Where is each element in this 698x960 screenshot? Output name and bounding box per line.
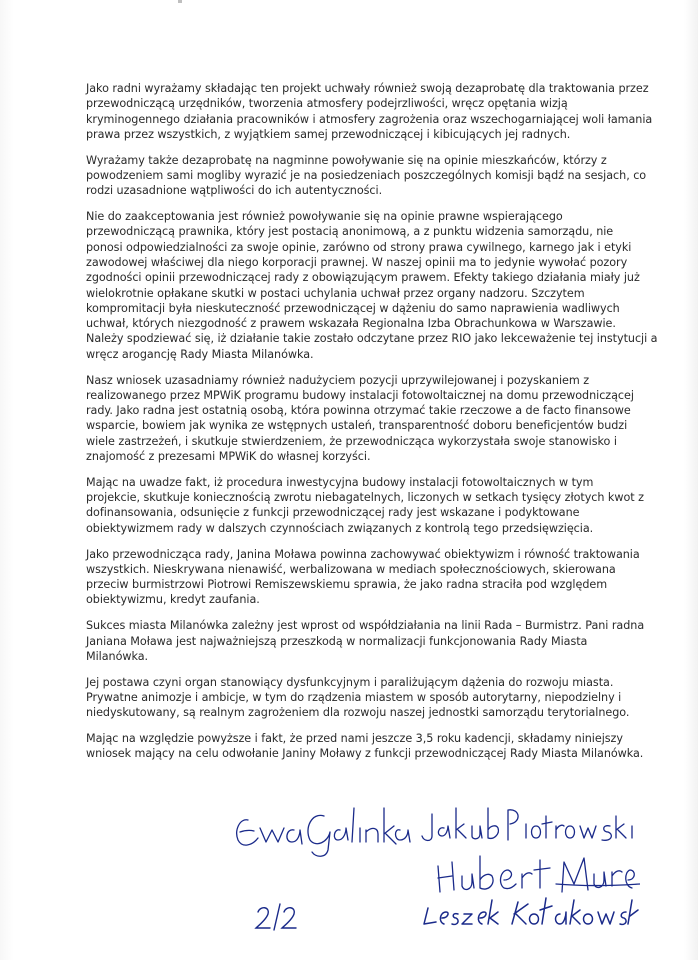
text-line: projekcie, skutkuje koniecznością zwrotu niebagatelnych, liczonych w setkach tysięcy złotych kwot z [86,491,644,505]
text-line: Sukces miasta Milanówka zależny jest wprost od współdziałania na linii Rada – Burmistrz. Pani radna [86,619,645,633]
paragraph-4 [86,373,634,465]
text-line: przewodniczącą urzędników, tworzenia atmosfery podejrzliwości, wręcz opętania wizją [86,97,568,111]
text-line: Jej postawa czyni organ stanowiący dysfunkcyjnym i paraliżującym dążenia do rozwoju miasta. [86,675,614,689]
text-line: kompromitacji była nieskuteczność przewodniczącej w dążeniu do samo naprawienia wadliwych [86,301,620,315]
text-line: ponosi odpowiedzialności za swoje opinie, zarówno od strony prawa cywilnego, karnego jak i etyki [86,240,632,254]
text-line: Mając na uwadze fakt, iż procedura inwestycyjna budowy instalacji fotowoltaicznych w tym [86,475,594,489]
scan-mark [178,0,182,3]
text-line: Milanówka. [86,649,149,663]
text-line: zawodowej właściwej dla niego korporacji prawnej. W naszej opinii ma to jedynie wywołać pozory [86,255,628,269]
paragraph-5 [86,475,644,536]
text-line: Mając na względzie powyższe i fakt, że przed nami jeszcze 3,5 roku kadencji, składamy niniejszy [86,731,623,745]
signature-ewa-galinska [237,808,410,856]
text-line: wszystkich. Nieskrywana nienawiść, werbalizowana w mediach społecznościowych, skierowana [86,562,616,576]
text-line: uchwał, których niezgodność z prawem wskazała Regionalna Izba Obrachunkowa w Warszawie. [86,317,616,331]
text-line: wniosek mający na celu odwołanie Janiny Moławy z funkcji przewodniczącej Rady Miasta Milanówka. [86,747,644,761]
text-line: dofinansowania, odsunięcie z funkcji przewodniczącej rady jest wskazane i podyktowane [86,506,580,520]
document-body [86,81,658,772]
text-line: wsparcie, bowiem jak wynika ze wstępnych ustaleń, transparentność doboru beneficjentów budzi [86,419,628,433]
signature-leszek-kolakowski [424,898,638,924]
text-line: Należy spodziewać się, iż działanie takie zostało odczytane przez RIO jako lekceważenie tej instytucji a [86,332,658,346]
signature-hubert-murek [438,856,640,892]
text-line: Jako radni wyrażamy składając ten projekt uchwały również swoją dezaprobatę dla traktowania przez [86,82,649,95]
text-line: rady. Jako radna jest ostatnią osobą, która powinna otrzymać takie rzeczowe a de facto finansowe [86,404,631,418]
paragraph-9 [86,731,644,762]
text-line: znajomość z prezesami MPWiK do własnej korzyści. [86,450,371,464]
paragraph-3 [86,209,658,362]
text-line: obiektywizmu, kredyt zaufania. [86,593,260,607]
text-line: wiele zastrzeżeń, i skutkuje stwierdzeniem, że przewodnicząca wykorzystała swoje stanowisko i [86,434,617,448]
text-line: realizowanego przez MPWiK programu budowy instalacji fotowoltaicznej na domu przewodniczącej [86,388,634,402]
text-line: wręcz arogancję Rady Miasta Milanówka. [86,347,314,361]
signatures-block [200,800,640,950]
text-line: Prywatne animozje i ambicje, w tym do rządzenia miastem w sposób autorytarny, niepodzielny i [86,690,622,704]
paragraph-2 [86,153,647,199]
paragraph-8 [86,675,630,721]
text-line: rodzi uzasadnione wątpliwości do ich autentyczności. [86,184,383,198]
paragraph-1 [86,81,653,142]
text-line: zgodności opinii przewodniczącej rady z obowiązującym prawem. Efekty takiego działania miały już [86,271,640,285]
text-line: obiektywizmem rady w dalszych czynnościach związanych z kontrolą tego przedsięwzięcia. [86,521,594,535]
text-line: powodzeniem sami mogliby wyrazić je na posiedzeniach poszczególnych komisji bądź na sesjach, co [86,168,647,182]
text-line: wielokrotnie opłakane skutki w postaci uchylania uchwał przez organy nadzoru. Szczytem [86,286,585,300]
text-line: Nie do zaakceptowania jest również powoływanie się na opinie prawne wspierającego [86,210,563,224]
text-line: Wyrażamy także dezaprobatę na nagminne powoływanie się na opinie mieszkańców, którzy z [86,153,607,167]
text-line: kryminogennego działania pracowników i atmosfery zagrożenia oraz wszechogarniającej woli łamania [86,112,653,126]
signature-drawings [200,800,640,950]
text-line: Janiana Moława jest najważniejszą przeszkodą w normalizacji funkcjonowania Rady Miasta [86,634,588,648]
text-line: przewodniczącą prawnika, który jest postacią anonimową, a z punktu widzenia samorządu, nie [86,225,614,239]
text-line: prawa przez wszystkich, z wyjątkiem samej przewodniczącej i kibicujących jej radnych. [86,127,571,141]
paragraph-7 [86,618,645,664]
text-line: przeciw burmistrzowi Piotrowi Remiszewskiemu sprawia, że jako radna straciła pod względem [86,578,608,592]
paragraph-6 [86,547,640,608]
text-line: niedyskutowany, są realnym zagrożeniem dla rozwoju naszej jednostki samorządu terytorialnego. [86,706,630,720]
handwritten-page-number [256,904,296,930]
text-line: Jako przewodnicząca rady, Janina Moława powinna zachowywać obiektywizm i równość traktowania [86,547,640,561]
text-line: Nasz wniosek uzasadniamy również nadużyciem pozycji uprzywilejowanej i pozyskaniem z [86,373,590,387]
signature-jakub-piotrowski [422,808,632,841]
